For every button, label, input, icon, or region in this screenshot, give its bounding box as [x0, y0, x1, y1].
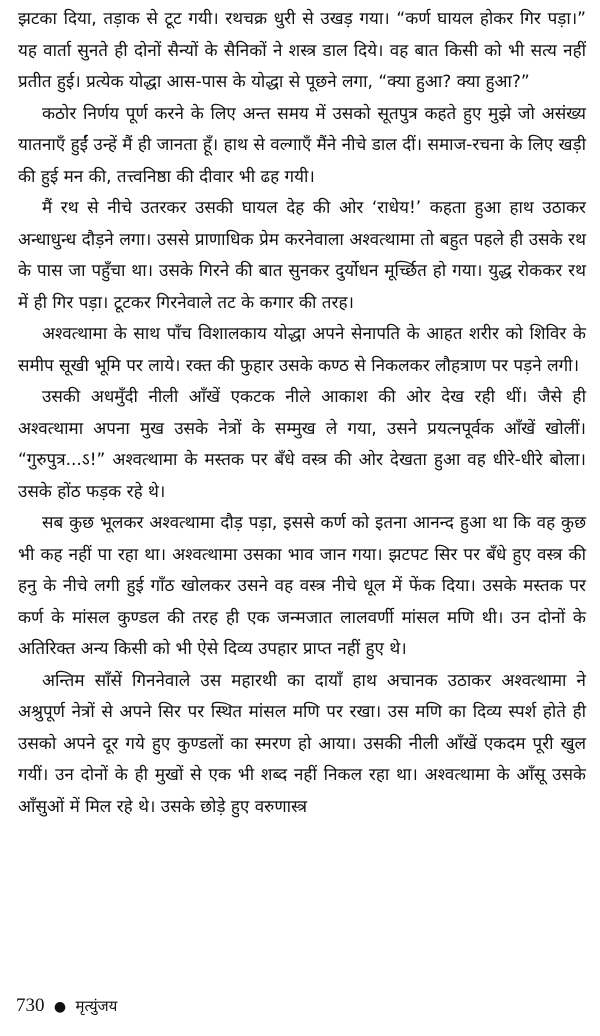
bullet-separator: ● [53, 999, 67, 1015]
body-text [18, 4, 586, 823]
page-footer [16, 994, 117, 1019]
paragraph: सब कुछ भूलकर अश्वत्थामा दौड़ पड़ा, इससे कर्ण को इतना आनन्द हुआ था कि वह कुछ भी कह नहीं पा रहा था। अश्वत्थामा उसका भाव जान गया। झटपट सिर पर बँधे हुए वस्त्र की हनु के नीचे लगी हुई गाँठ खोलकर उसने वह वस्त्र नीचे धूल में फेंक दिया। उसके मस्तक पर कर्ण के मांसल कुण्डल की तरह ही एक जन्मजात लालवर्णी मांसल मणि थी। उन दोनों के अतिरिक्त अन्य किसी को भी ऐसे दिव्य उपहार प्राप्त नहीं हुए थे। [18, 513, 586, 659]
paragraph: मैं रथ से नीचे उतरकर उसकी घायल देह की ओर ‘राधेय!’ कहता हुआ हाथ उठाकर अन्धाधुन्ध दौड़ने लगा। उससे प्राणाधिक प्रेम करनेवाला अश्वत्थामा तो बहुत पहले ही उसके रथ के पास जा पहुँचा था। उसके गिरने की बात सुनकर दुर्योधन मूर्च्छित हो गया। युद्ध रोककर रथ में ही गिर पड़ा। टूटकर गिरनेवाले तट के कगार की तरह। [18, 198, 586, 313]
paragraph: कठोर निर्णय पूर्ण करने के लिए अन्त समय में उसको सूतपुत्र कहते हुए मुझे जो असंख्य यातनाएँ हुईं उन्हें मैं ही जानता हूँ। हाथ से वल्गाएँ मैंने नीचे डाल दीं। समाज-रचना के लिए खड़ी की हुई मन की, तत्त्वनिष्ठा की दीवार भी ढह गयी। [18, 103, 586, 187]
paragraph: अन्तिम साँसें गिननेवाले उस महारथी का दायाँ हाथ अचानक उठाकर अश्वत्थामा ने अश्रुपूर्ण नेत्रों से अपने सिर पर स्थित मांसल मणि पर रखा। उस मणि का दिव्य स्पर्श होते ही उसको अपने दूर गये हुए कुण्डलों का स्मरण हो आया। उसकी नीली आँखें एकदम पूरी खुल गयीं। उन दोनों के ही मुखों से एक भी शब्द नहीं निकल रहा था। अश्वत्थामा के आँसू उसके आँसुओं में मिल रहे थे। उसके छोड़े हुए वरुणास्त्र [18, 670, 586, 817]
book-title: मृत्युंजय [75, 997, 118, 1015]
paragraph: अश्वत्थामा के साथ पाँच विशालकाय योद्धा अपने सेनापति के आहत शरीर को शिविर के समीप सूखी भूमि पर लाये। रक्त की फुहार उसके कण्ठ से निकलकर लौहत्राण पर पड़ने लगी। [18, 324, 586, 376]
page-number: 730 [16, 995, 45, 1016]
paragraph: उसकी अधमुँदी नीली आँखें एकटक नीले आकाश की ओर देख रही थीं। जैसे ही अश्वत्थामा अपना मुख उसके नेत्रों के सम्मुख ले गया, उसने प्रयत्नपूर्वक आँखें खोलीं। “गुरुपुत्र...ऽ!” अश्वत्थामा के मस्तक पर बँधे वस्त्र की ओर देखता हुआ वह धीरे-धीरे बोला। उसके होंठ फड़क रहे थे। [18, 387, 586, 502]
paragraph: झटका दिया, तड़ाक से टूट गयी। रथचक्र धुरी से उखड़ गया। “कर्ण घायल होकर गिर पड़ा।” यह वार्ता सुनते ही दोनों सैन्यों के सैनिकों ने शस्त्र डाल दिये। वह बात किसी को भी सत्य नहीं प्रतीत हुई। प्रत्येक योद्धा आस-पास के योद्धा से पूछने लगा, “क्या हुआ? क्या हुआ?” [18, 9, 586, 92]
